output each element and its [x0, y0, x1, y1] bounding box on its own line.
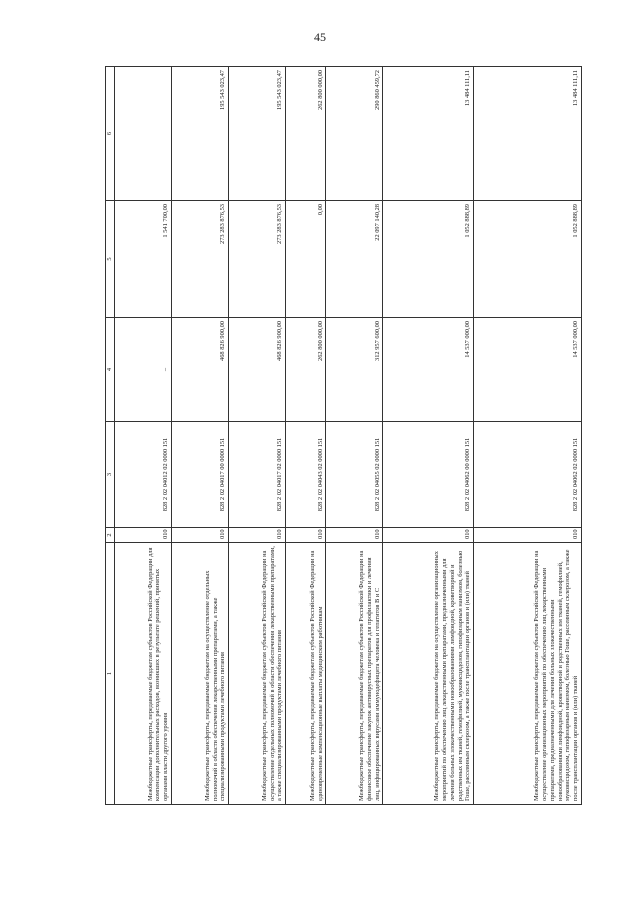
row-remaining	[115, 67, 172, 201]
header-col-1: 1	[106, 543, 115, 805]
table-row	[172, 67, 229, 805]
row-name: Межбюджетные трансферты, передаваемые бюджетам субъектов Российской Федерации на осуществление отдельных полномочий в области обеспечения лекарственными препаратами, а также специализированными продуктами лечебного питания	[229, 543, 286, 805]
table-row	[286, 67, 326, 805]
row-remaining: 262 800 000,00	[286, 67, 326, 201]
row-executed: 0,00	[286, 201, 326, 318]
row-remaining: 195 543 023,47	[172, 67, 229, 201]
row-code: 828 2 02 04043 02 0000 151	[286, 422, 326, 528]
row-name: Межбюджетные трансферты, передаваемые бюджетам на осуществление организационных мероприятий по обеспечению лиц лекарственными препаратами, предназначенными для лечения больных злокачественными новообразованиями лимфоидной, кроветворной и родственных им тканей, гемофилией, муковисцидозом, гипофизарным нанизмом, болезнью Гоше, рассеянным склерозом, а также после трансплантации органов и (или) тканей	[383, 543, 474, 805]
row-chapter: 010	[326, 528, 383, 543]
row-executed: 22 097 140,28	[326, 201, 383, 318]
row-approved: 262 800 000,00	[286, 318, 326, 422]
row-chapter: 010	[115, 528, 172, 543]
table-row	[229, 67, 286, 805]
row-name: Межбюджетные трансферты, передаваемые бюджетам субъектов Российской Федерации для компенсации дополнительных расходов, возникших в результате решений, принятых органами власти другого уровня	[115, 543, 172, 805]
row-name: Межбюджетные трансферты, передаваемые бюджетам на осуществление отдельных полномочий в области обеспечения лекарственными препаратами, а также специализированными продуктами лечебного питания	[172, 543, 229, 805]
page-number: 45	[314, 30, 326, 44]
header-col-2: 2	[106, 528, 115, 543]
row-chapter: 010	[383, 528, 474, 543]
row-chapter: 010	[286, 528, 326, 543]
row-remaining: 290 860 459,72	[326, 67, 383, 201]
row-executed: 1 052 888,89	[383, 201, 474, 318]
row-executed: 1 541 700,00	[115, 201, 172, 318]
row-approved: 14 537 000,00	[474, 318, 582, 422]
table-row	[326, 67, 383, 805]
header-col-3: 3	[106, 422, 115, 528]
table-row	[115, 67, 172, 805]
row-remaining: 13 484 111,11	[383, 67, 474, 201]
row-code: 828 2 02 04012 02 0000 151	[115, 422, 172, 528]
row-name: Межбюджетные трансферты, передаваемые бюджетам субъектов Российской Федерации на осуществление организационных мероприятий по обеспечению лиц лекарственными препаратами, предназначенными для лечения больных злокачественными новообразованиями лимфоидной, кроветворной и родственных им тканей, гемофилией, муковисцидозом, гипофизарным нанизмом, болезнью Гоше, рассеянным склерозом, а также после трансплантации органов и (или) тканей	[474, 543, 582, 805]
header-col-6: 6	[106, 67, 115, 201]
header-col-4: 4	[106, 318, 115, 422]
budget-transfers-table	[105, 66, 582, 805]
row-approved: –	[115, 318, 172, 422]
row-chapter: 010	[172, 528, 229, 543]
row-code: 828 2 02 04055 02 0000 151	[326, 422, 383, 528]
rotated-table-container	[105, 67, 582, 805]
row-approved: 14 537 000,00	[383, 318, 474, 422]
row-chapter: 010	[229, 528, 286, 543]
row-chapter: 010	[474, 528, 582, 543]
row-approved: 468 826 900,00	[172, 318, 229, 422]
table-wrapper	[105, 67, 582, 805]
table-row	[474, 67, 582, 805]
row-code: 828 2 02 04017 02 0000 151	[229, 422, 286, 528]
row-remaining: 195 543 023,47	[229, 67, 286, 201]
row-code: 828 2 02 04062 02 0000 151	[474, 422, 582, 528]
row-approved: 468 826 900,00	[229, 318, 286, 422]
row-code: 828 2 02 04017 00 0000 151	[172, 422, 229, 528]
row-code: 828 2 02 04062 00 0000 151	[383, 422, 474, 528]
row-executed: 273 283 876,53	[172, 201, 229, 318]
row-name: Межбюджетные трансферты, передаваемые бюджетам субъектов Российской Федерации на финансовое обеспечение закупок антивирусных препаратов для профилактики и лечения лиц, инфицированных вирусами иммунодефицита человека и гепатитов В и С	[326, 543, 383, 805]
row-executed: 1 052 888,89	[474, 201, 582, 318]
table-header-row	[106, 67, 115, 805]
row-name: Межбюджетные трансферты, передаваемые бюджетам субъектов Российской Федерации на единовременные компенсационные выплаты медицинским работникам	[286, 543, 326, 805]
header-col-5: 5	[106, 201, 115, 318]
row-remaining: 13 484 111,11	[474, 67, 582, 201]
row-approved: 312 957 600,00	[326, 318, 383, 422]
row-executed: 273 283 876,53	[229, 201, 286, 318]
table-row	[383, 67, 474, 805]
